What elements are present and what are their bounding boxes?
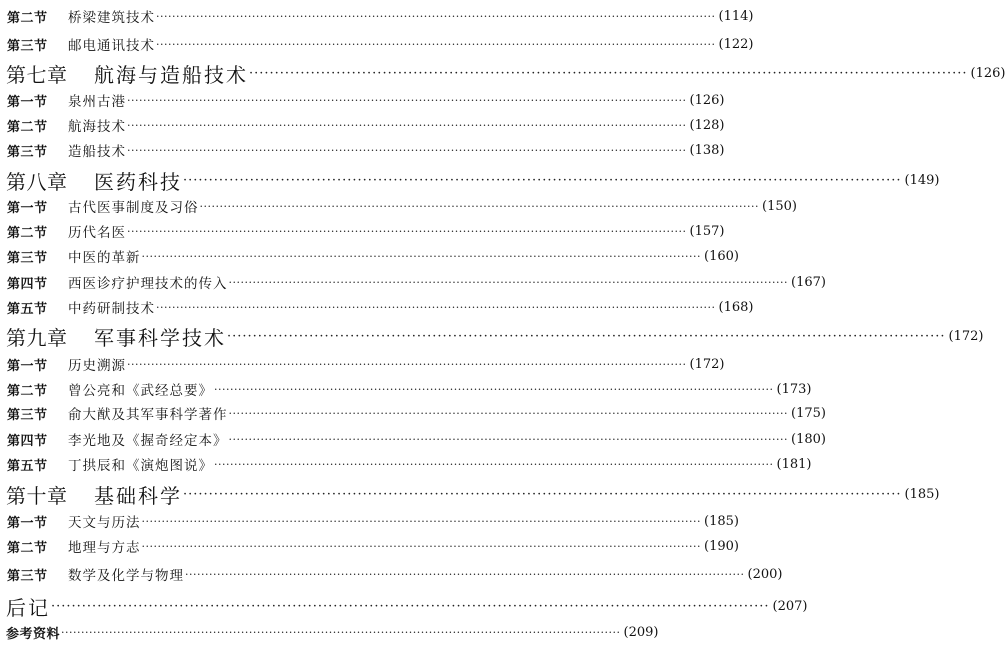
entry-title: 泉州古港 <box>68 94 126 110</box>
entry-title: 丁拱辰和《演炮图说》 <box>68 458 213 474</box>
page-number: (173) <box>776 381 812 397</box>
entry-title: 参考资料 <box>6 626 61 642</box>
page-number: (128) <box>689 117 725 133</box>
entry-title: 中医的革新 <box>68 250 141 266</box>
dot-leader: ············································································································································ <box>199 199 760 213</box>
page-number: (150) <box>762 198 797 214</box>
page-number: (172) <box>948 328 984 344</box>
section-number: 第一节 <box>7 200 48 216</box>
dot-leader: ············································································································································ <box>214 382 774 396</box>
dot-leader: ············································································································································ <box>141 249 702 263</box>
dot-leader: ············································································································································ <box>249 65 968 81</box>
dot-leader: ············································································································································ <box>228 275 789 289</box>
dot-leader: ············································································································································ <box>127 357 687 371</box>
toc-entry-row[interactable] <box>0 426 826 452</box>
dot-leader: ············································································································································ <box>156 9 716 23</box>
dot-leader: ············································································································································ <box>61 625 621 639</box>
toc-entry-row[interactable] <box>0 589 808 623</box>
dot-leader: ············································································································································ <box>51 598 770 614</box>
section-number: 第四节 <box>7 276 48 292</box>
section-number: 第三节 <box>7 144 48 160</box>
page-number: (172) <box>689 356 725 372</box>
entry-title: 造船技术 <box>68 144 126 160</box>
section-number: 第四节 <box>7 433 48 449</box>
entry-title: 历史溯源 <box>68 358 126 374</box>
section-number: 第五节 <box>7 301 48 317</box>
dot-leader: ············································································································································ <box>183 172 902 188</box>
toc-entry-row[interactable] <box>0 400 826 426</box>
section-number: 第一节 <box>7 94 48 110</box>
chapter-number: 第八章 <box>6 169 68 194</box>
dot-leader: ············································································································································ <box>183 486 902 502</box>
section-number: 第二节 <box>7 383 48 399</box>
page-number: (167) <box>791 274 826 290</box>
chapter-title: 航海与造船技术 <box>94 62 248 87</box>
dot-leader: ············································································································································ <box>141 514 702 528</box>
dot-leader: ············································································································································ <box>228 406 789 420</box>
toc-entry-row[interactable] <box>0 376 812 402</box>
dot-leader: ············································································································································ <box>214 457 774 471</box>
entry-title: 西医诊疗护理技术的传入 <box>68 276 228 292</box>
dot-leader: ············································································································································ <box>127 143 687 157</box>
page-number: (190) <box>704 538 739 554</box>
toc-entry-row[interactable] <box>0 619 659 645</box>
entry-title: 航海技术 <box>68 119 126 135</box>
entry-title: 俞大猷及其军事科学著作 <box>68 407 228 423</box>
dot-leader: ············································································································································ <box>227 328 946 344</box>
toc-entry-row[interactable] <box>0 31 754 57</box>
chapter-number: 第九章 <box>6 325 68 350</box>
entry-title: 数学及化学与物理 <box>68 568 184 584</box>
page-number: (126) <box>970 65 1006 81</box>
section-number: 第一节 <box>7 358 48 374</box>
toc-entry-row[interactable] <box>0 3 754 29</box>
section-number: 第五节 <box>7 458 48 474</box>
toc-entry-row[interactable] <box>0 508 739 534</box>
toc-entry-row[interactable] <box>0 451 812 477</box>
page-number: (122) <box>718 36 754 52</box>
section-number: 第一节 <box>7 515 48 531</box>
toc-chapter-row[interactable] <box>0 163 940 197</box>
dot-leader: ············································································································································ <box>185 567 745 581</box>
page-number: (149) <box>904 172 940 188</box>
entry-title: 后记 <box>6 595 50 620</box>
dot-leader: ············································································································································ <box>141 539 702 553</box>
toc-entry-row[interactable] <box>0 218 725 244</box>
page-number: (185) <box>704 513 739 529</box>
dot-leader: ············································································································································ <box>127 224 687 238</box>
toc-entry-row[interactable] <box>0 351 725 377</box>
section-number: 第二节 <box>7 10 48 26</box>
section-number: 第三节 <box>7 38 48 54</box>
page-number: (126) <box>689 92 725 108</box>
entry-title: 地理与方志 <box>68 540 141 556</box>
dot-leader: ············································································································································ <box>228 432 789 446</box>
section-number: 第二节 <box>7 225 48 241</box>
toc-chapter-row[interactable] <box>0 56 1006 90</box>
page-number: (209) <box>623 624 659 640</box>
dot-leader: ············································································································································ <box>156 300 716 314</box>
page-number: (114) <box>718 8 754 24</box>
chapter-number: 第七章 <box>6 62 68 87</box>
toc-entry-row[interactable] <box>0 193 797 219</box>
page-number: (185) <box>904 486 940 502</box>
entry-title: 古代医事制度及习俗 <box>68 200 199 216</box>
chapter-number: 第十章 <box>6 483 68 508</box>
page-number: (168) <box>718 299 754 315</box>
dot-leader: ············································································································································ <box>127 93 687 107</box>
chapter-title: 医药科技 <box>94 169 182 194</box>
page-number: (181) <box>776 456 812 472</box>
toc-entry-row[interactable] <box>0 533 739 559</box>
toc-chapter-row[interactable] <box>0 319 984 353</box>
toc-entry-row[interactable] <box>0 561 783 587</box>
toc-entry-row[interactable] <box>0 137 725 163</box>
section-number: 第三节 <box>7 407 48 423</box>
entry-title: 天文与历法 <box>68 515 141 531</box>
page-number: (157) <box>689 223 725 239</box>
page-number: (207) <box>772 598 808 614</box>
chapter-title: 基础科学 <box>94 483 182 508</box>
section-number: 第二节 <box>7 540 48 556</box>
toc-entry-row[interactable] <box>0 243 739 269</box>
page-number: (200) <box>747 566 783 582</box>
entry-title: 中药研制技术 <box>68 301 155 317</box>
entry-title: 邮电通讯技术 <box>68 38 155 54</box>
page-number: (160) <box>704 248 739 264</box>
chapter-title: 军事科学技术 <box>94 325 226 350</box>
toc-entry-row[interactable] <box>0 87 725 113</box>
dot-leader: ············································································································································ <box>156 37 716 51</box>
section-number: 第三节 <box>7 568 48 584</box>
entry-title: 历代名医 <box>68 225 126 241</box>
page-number: (180) <box>791 431 826 447</box>
dot-leader: ············································································································································ <box>127 118 687 132</box>
toc-entry-row[interactable] <box>0 294 754 320</box>
toc-entry-row[interactable] <box>0 269 826 295</box>
entry-title: 曾公亮和《武经总要》 <box>68 383 213 399</box>
section-number: 第三节 <box>7 250 48 266</box>
entry-title: 李光地及《握奇经定本》 <box>68 433 228 449</box>
toc-entry-row[interactable] <box>0 112 725 138</box>
entry-title: 桥梁建筑技术 <box>68 10 155 26</box>
page-number: (175) <box>791 405 826 421</box>
page-number: (138) <box>689 142 725 158</box>
toc-chapter-row[interactable] <box>0 477 940 511</box>
section-number: 第二节 <box>7 119 48 135</box>
